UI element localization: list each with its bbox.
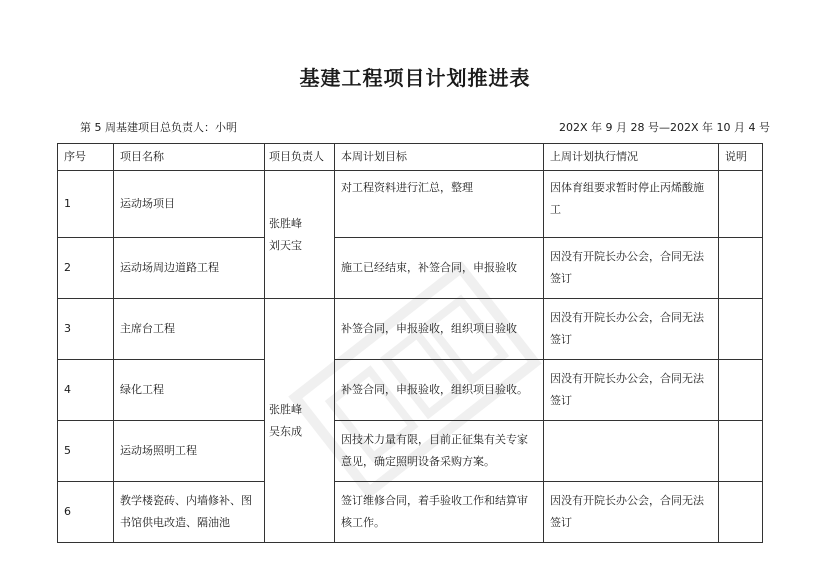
header-project-name: 项目名称 [114, 144, 265, 171]
cell-status: 因没有开院长办公会，合同无法签订 [544, 238, 719, 299]
document-title: 基建工程项目计划推进表 [299, 66, 531, 90]
cell-no: 1 [58, 171, 114, 238]
cell-note [719, 171, 763, 238]
cell-note [719, 360, 763, 421]
owner-name: 张胜峰 [269, 402, 302, 416]
cell-no: 4 [58, 360, 114, 421]
header-goal: 本周计划目标 [335, 144, 544, 171]
table-row [58, 360, 763, 421]
cell-note [719, 299, 763, 360]
cell-status: 因没有开院长办公会，合同无法签订 [544, 360, 719, 421]
cell-project-name: 教学楼瓷砖、内墙修补、图书馆供电改造、隔油池 [114, 482, 265, 543]
cell-goal: 补签合同，申报验收，组织项目验收。 [335, 360, 544, 421]
cell-goal: 对工程资料进行汇总，整理 [335, 171, 544, 238]
project-plan-table [57, 143, 763, 543]
cell-note [719, 238, 763, 299]
header-owner: 项目负责人 [265, 144, 335, 171]
cell-note [719, 482, 763, 543]
cell-project-name: 运动场项目 [114, 171, 265, 238]
cell-note [719, 421, 763, 482]
cell-goal: 签订维修合同，着手验收工作和结算审核工作。 [335, 482, 544, 543]
cell-project-name: 绿化工程 [114, 360, 265, 421]
cell-no: 2 [58, 238, 114, 299]
cell-no: 5 [58, 421, 114, 482]
table-row [58, 238, 763, 299]
cell-owner-group-1 [265, 171, 335, 299]
cell-owner-group-2 [265, 299, 335, 543]
cell-goal: 因技术力量有限，目前正征集有关专家意见，确定照明设备采购方案。 [335, 421, 544, 482]
owner-name: 张胜峰 [269, 216, 302, 230]
cell-project-name: 运动场周边道路工程 [114, 238, 265, 299]
owner-name: 吴东成 [269, 424, 302, 438]
cell-project-name: 运动场照明工程 [114, 421, 265, 482]
table-row [58, 171, 763, 238]
cell-goal: 补签合同，申报验收，组织项目验收 [335, 299, 544, 360]
table-row [58, 421, 763, 482]
table-header-row [58, 144, 763, 171]
week-owner-label: 第 5 周基建项目总负责人：小明 [80, 121, 237, 134]
owner-name: 刘天宝 [269, 238, 302, 252]
cell-status: 因没有开院长办公会，合同无法签订 [544, 482, 719, 543]
header-no: 序号 [58, 144, 114, 171]
cell-status: 因体育组要求暂时停止丙烯酸施工 [544, 171, 719, 238]
cell-project-name: 主席台工程 [114, 299, 265, 360]
table-row [58, 299, 763, 360]
cell-status: 因没有开院长办公会，合同无法签订 [544, 299, 719, 360]
cell-status [544, 421, 719, 482]
cell-goal: 施工已经结束，补签合同，申报验收 [335, 238, 544, 299]
header-note: 说明 [719, 144, 763, 171]
table-row [58, 482, 763, 543]
date-range: 202X 年 9 月 28 号—202X 年 10 月 4 号 [558, 121, 770, 134]
cell-no: 6 [58, 482, 114, 543]
cell-no: 3 [58, 299, 114, 360]
header-status: 上周计划执行情况 [544, 144, 719, 171]
